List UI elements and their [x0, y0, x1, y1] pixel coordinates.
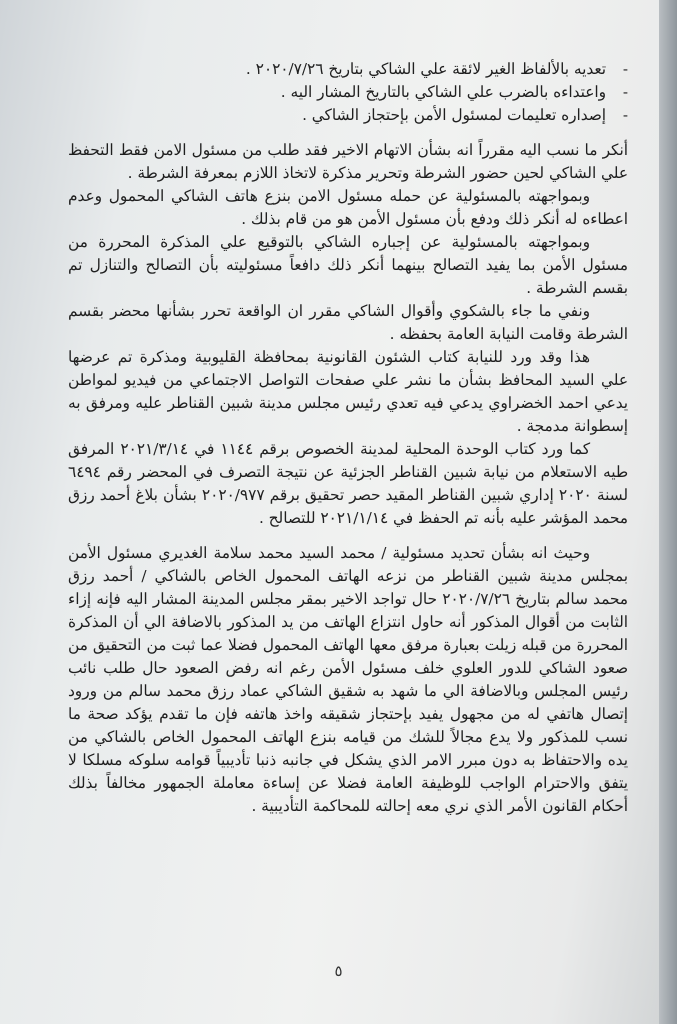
list-item: - واعتداءه بالضرب علي الشاكي بالتاريخ المشار اليه . [280, 83, 628, 101]
document-body [68, 58, 628, 818]
paragraph-complaint-denial: ونفي ما جاء بالشكوي وأقوال الشاكي مقرر ان الواقعة تحرر بشأنها محضر بقسم الشرطة وقامت النيابة العامة بحفظه . [68, 302, 628, 343]
accusation-list [68, 58, 628, 127]
paragraph-phone-confrontation: وبمواجهته بالمسئولية عن حمله مسئول الامن بنزع هاتف الشاكي المحمول وعدم اعطاءه له أنكر ذلك ودفع بأن مسئول الأمن هو من قام بذلك . [68, 187, 628, 228]
paragraph-legal-affairs-letter: هذا وقد ورد للنيابة كتاب الشئون القانونية بمحافظة القليوبية ومذكرة تم عرضها علي السيد المحافظ بشأن ما نشر علي صفحات التواصل الاجتماعي من فيديو لمواطن يدعي احمد الخضراوي يدعي فيه تعدي رئيس مجلس مدينة شبين القناطر عليه ومرفق به إسطوانة مدمجة . [68, 348, 628, 435]
list-item-text: واعتداءه بالضرب علي الشاكي بالتاريخ المشار اليه . [280, 83, 606, 101]
list-item-text: إصداره تعليمات لمسئول الأمن بإحتجاز الشاكي . [302, 106, 606, 124]
list-item: - إصداره تعليمات لمسئول الأمن بإحتجاز الشاكي . [302, 106, 628, 124]
page-number: ٥ [334, 962, 343, 980]
list-item-text: تعديه بالألفاظ الغير لائقة علي الشاكي بتاريخ ٢٠٢٠/٧/٢٦ . [245, 60, 606, 78]
list-item: - تعديه بالألفاظ الغير لائقة علي الشاكي بتاريخ ٢٠٢٠/٧/٢٦ . [245, 60, 628, 78]
paragraph-security-officer-liability: وحيث انه بشأن تحديد مسئولية / محمد السيد محمد سلامة الغديري مسئول الأمن بمجلس مدينة شبين القناطر من نزعه الهاتف المحمول الخاص بالشاكي / أحمد رزق محمد سالم بتاريخ ٢٠٢٠/٧/٢٦ حال تواجد الاخير بمقر مجلس المدينة المشار اليه فإنه إزاء الثابت من أقوال المذكور أنه حاول انتزاع الهاتف من يد المذكور بالاضافة الي أن المذكرة المحررة من قبله زيلت بعبارة مرفق معها الهاتف المحمول فضلا عما ثبت من التحقيق من صعود الشاكي للدور العلوي خلف مسئول الأمن رغم انه رفض الصعود حال طلب نائب رئيس المجلس وبالاضافة الي ما شهد به شقيق الشاكي عماد رزق محمد سالم من ورود إتصال هاتفي له من مجهول يفيد بإحتجاز شقيقه واخذ هاتفه فإن ما تقدم يؤكد صحة ما نسب للمذكور ولا يدع مجالاً للشك من قيامه بنزع الهاتف المحمول الخاص بالشاكي من يده والاحتفاظ به دون مبرر الامر الذي يشكل في جانبه ذنبا تأديبياً قوامه سلوكه مسلكا لا يتفق والاحترام الواجب للوظيفة العامة فضلا عن إساءة معاملة الجمهور مخالفاً بذلك أحكام القانون الأمر الذي نري معه إحالته للمحاكمة التأديبية . [68, 544, 628, 815]
paragraph-signature-confrontation: وبمواجهته بالمسئولية عن إجباره الشاكي بالتوقيع علي المذكرة المحررة من مسئول الأمن بما يفيد التصالح بينهما أنكر ذلك دافعاً مسئوليته بأن التصالح والتنازل تم بقسم الشرطة . [68, 233, 628, 297]
paragraph-denial: أنكر ما نسب اليه مقرراً انه بشأن الاتهام الاخير فقد طلب من مسئول الامن فقط التحفظ علي الشاكي لحين حضور الشرطة وتحرير مذكرة لاتخاذ اللازم بمعرفة الشرطة . [68, 141, 628, 182]
paragraph-local-unit-letter: كما ورد كتاب الوحدة المحلية لمدينة الخصوص برقم ١١٤٤ في ٢٠٢١/٣/١٤ المرفق طيه الاستعلام من نيابة شبين القناطر الجزئية عن نتيجة التصرف في المحضر رقم ٦٤٩٤ لسنة ٢٠٢٠ إداري شبين القناطر المقيد حصر تحقيق برقم ٢٠٢٠/٩٧٧ بشأن بلاغ أحمد رزق محمد المؤشر عليه بأنه تم الحفظ في ٢٠٢١/١/١٤ للتصالح . [68, 440, 628, 527]
page-spine-shadow [659, 0, 677, 1024]
